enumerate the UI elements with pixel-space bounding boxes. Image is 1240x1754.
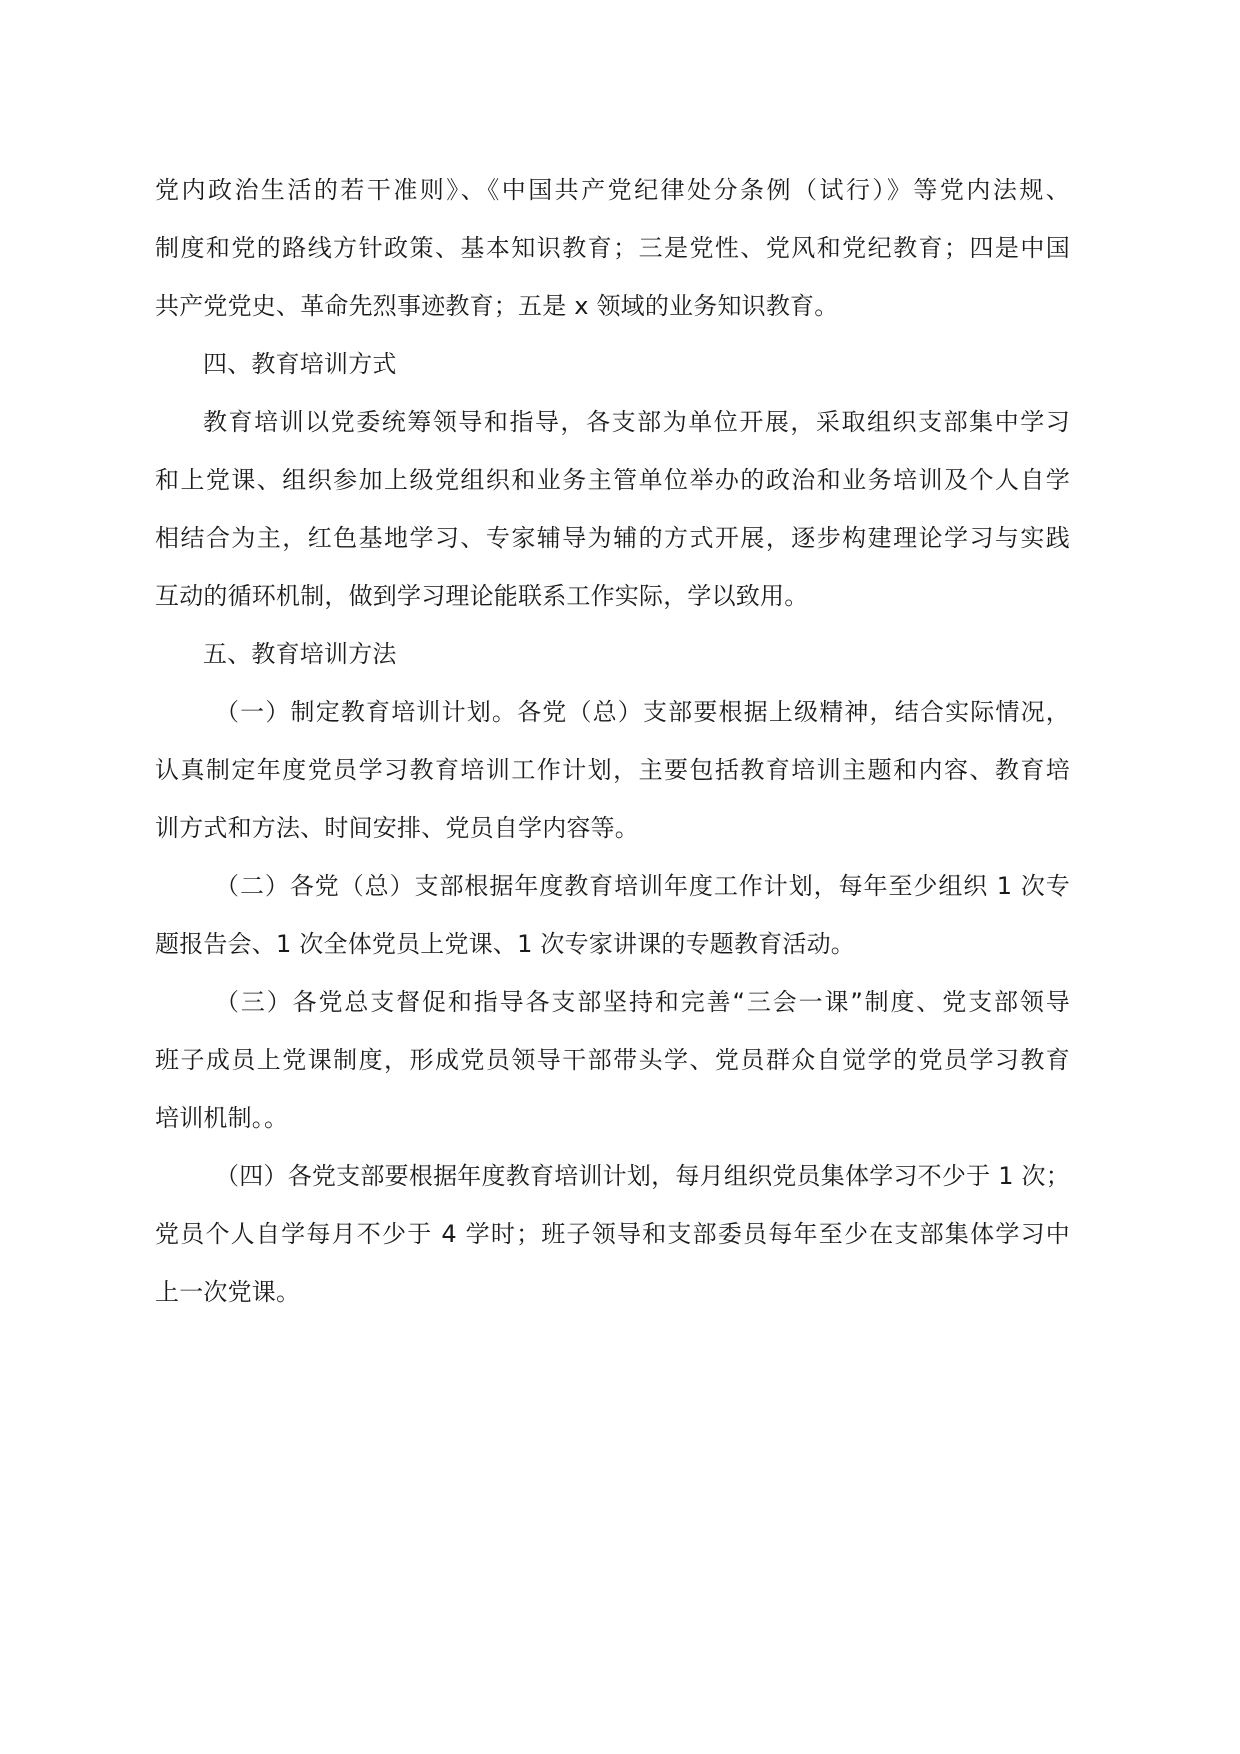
list-item-4: （四）各党支部要根据年度教育培训计划，每月组织党员集体学习不少于 1 次；	[215, 1162, 1070, 1190]
list-item-1: （一）制定教育培训计划。各党（总）支部要根据上级精神，结合实际情况，	[215, 698, 1070, 726]
body-line: 认真制定年度党员学习教育培训工作计划，主要包括教育培训主题和内容、教育培	[155, 756, 1070, 784]
body-line: 互动的循环机制，做到学习理论能联系工作实际，学以致用。	[155, 582, 809, 610]
body-line: 党员个人自学每月不少于 4 学时；班子领导和支部委员每年至少在支部集体学习中	[155, 1220, 1070, 1248]
list-item-2: （二）各党（总）支部根据年度教育培训年度工作计划，每年至少组织 1 次专	[215, 872, 1070, 900]
body-line: 培训机制。。	[155, 1104, 289, 1132]
body-line: 和上党课、组织参加上级党组织和业务主管单位举办的政治和业务培训及个人自学	[155, 466, 1070, 494]
body-line: 共产党党史、革命先烈事迹教育；五是 x 领域的业务知识教育。	[155, 292, 839, 320]
section-heading-5: 五、教育培训方法	[203, 640, 397, 668]
body-line: 训方式和方法、时间安排、党员自学内容等。	[155, 814, 639, 842]
section-heading-4: 四、教育培训方式	[203, 350, 397, 378]
body-line: 相结合为主，红色基地学习、专家辅导为辅的方式开展，逐步构建理论学习与实践	[155, 524, 1070, 552]
body-line: 班子成员上党课制度，形成党员领导干部带头学、党员群众自觉学的党员学习教育	[155, 1046, 1070, 1074]
list-item-3: （三）各党总支督促和指导各支部坚持和完善“三会一课”制度、党支部领导	[215, 988, 1070, 1016]
body-line: 党内政治生活的若干准则》、《中国共产党纪律处分条例（试行）》等党内法规、	[155, 176, 1070, 204]
body-line: 上一次党课。	[155, 1278, 301, 1306]
body-line: 题报告会、1 次全体党员上党课、1 次专家讲课的专题教育活动。	[155, 930, 855, 958]
body-line: 制度和党的路线方针政策、基本知识教育；三是党性、党风和党纪教育；四是中国	[155, 234, 1070, 262]
body-line: 教育培训以党委统筹领导和指导，各支部为单位开展，采取组织支部集中学习	[203, 408, 1070, 436]
